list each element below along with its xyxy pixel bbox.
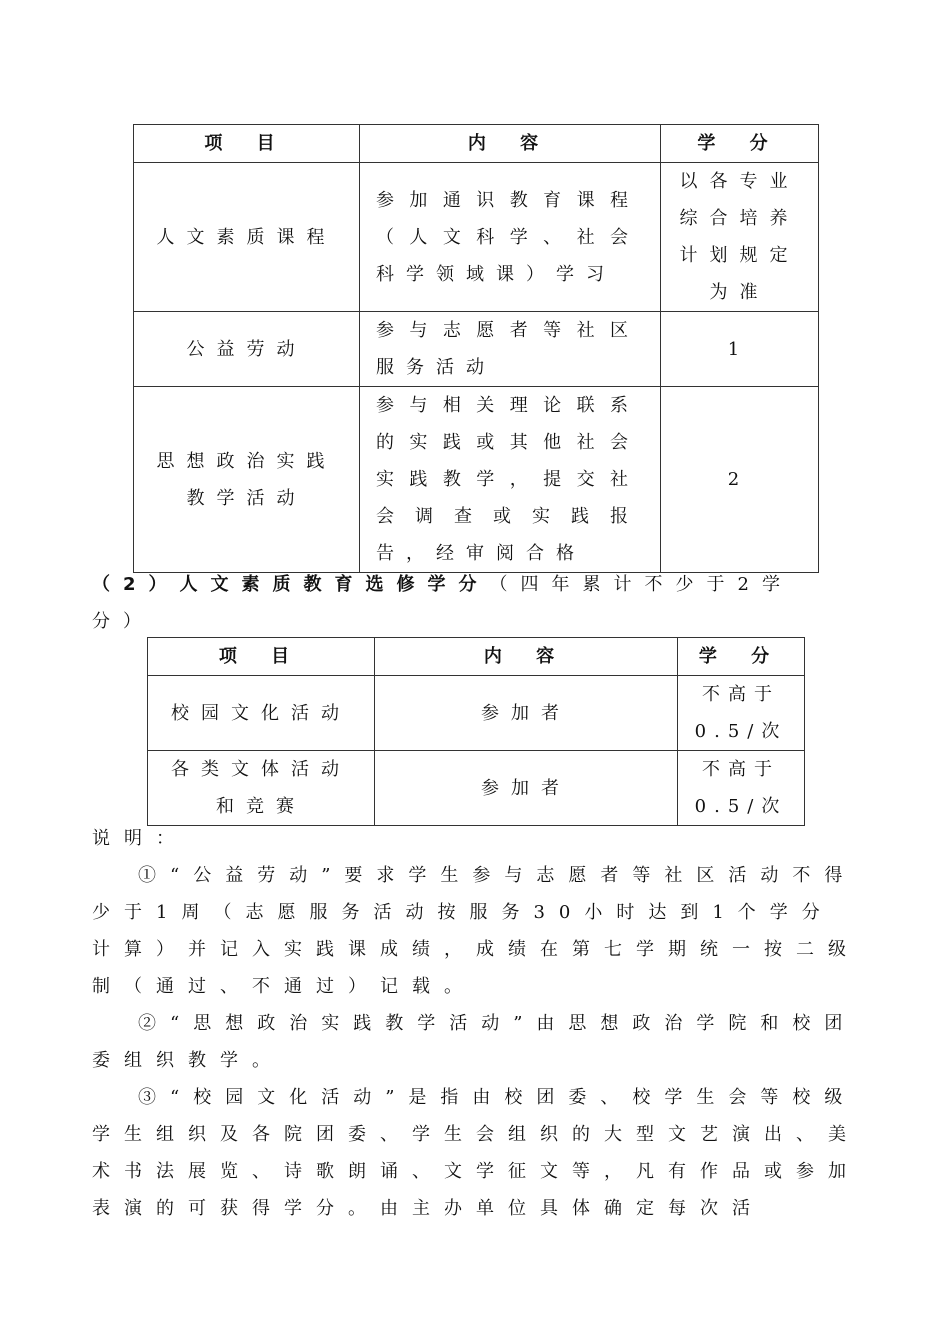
header-content: 内 容 [375,638,678,676]
header-credit: 学 分 [661,125,819,163]
row-credit: 以各专业综合培养计划规定为准 [661,163,819,312]
credit-table-elective [147,637,805,826]
table-row [134,387,819,573]
credit-table-required [133,124,819,573]
table-header-row [148,638,805,676]
section-title: （2）人文素质教育选修学分 [92,574,490,595]
row-content: 参加者 [375,751,678,826]
notes-label: 说明： [92,828,188,849]
table-row [134,312,819,387]
row-item: 人文素质课程 [134,163,360,312]
row-credit: 不高于0.5/次 [678,751,805,826]
row-credit: 不高于0.5/次 [678,676,805,751]
row-item: 思想政治实践教学活动 [134,387,360,573]
table-row [134,163,819,312]
section-heading [92,566,832,640]
header-content: 内 容 [360,125,661,163]
row-credit: 2 [661,387,819,573]
row-item: 校园文化活动 [148,676,375,751]
header-item: 项 目 [148,638,375,676]
note-item: ②“思想政治实践教学活动”由思想政治学院和校团委组织教学。 [92,1013,857,1071]
header-item: 项 目 [134,125,360,163]
header-credit: 学 分 [678,638,805,676]
note-item: ③“校园文化活动”是指由校团委、校学生会等校级学生组织及各院团委、学生会组织的大型文艺演出、美术书法展览、诗歌朗诵、文学征文等，凡有作品或参加表演的可获得学分。由主办单位具体确定每次活 [92,1087,860,1219]
row-content: 参与相关理论联系的实践或其他社会实践教学，提交社会调查或实践报告，经审阅合格 [360,387,661,573]
row-credit: 1 [661,312,819,387]
row-item: 公益劳动 [134,312,360,387]
table-row [148,751,805,826]
row-item: 各类文体活动和竞赛 [148,751,375,826]
table-row [148,676,805,751]
section-note: （四年累计不少于2学分） [92,574,793,632]
row-content: 参与志愿者等社区服务活动 [360,312,661,387]
notes-section [92,820,862,1227]
table-header-row [134,125,819,163]
row-content: 参加通识教育课程（人文科学、社会科学领域课）学习 [360,163,661,312]
row-content: 参加者 [375,676,678,751]
note-item: ①“公益劳动”要求学生参与志愿者等社区活动不得少于1周（志愿服务活动按服务30小时达到1个学分计算）并记入实践课成绩，成绩在第七学期统一按二级制（通过、不通过）记载。 [92,865,860,997]
